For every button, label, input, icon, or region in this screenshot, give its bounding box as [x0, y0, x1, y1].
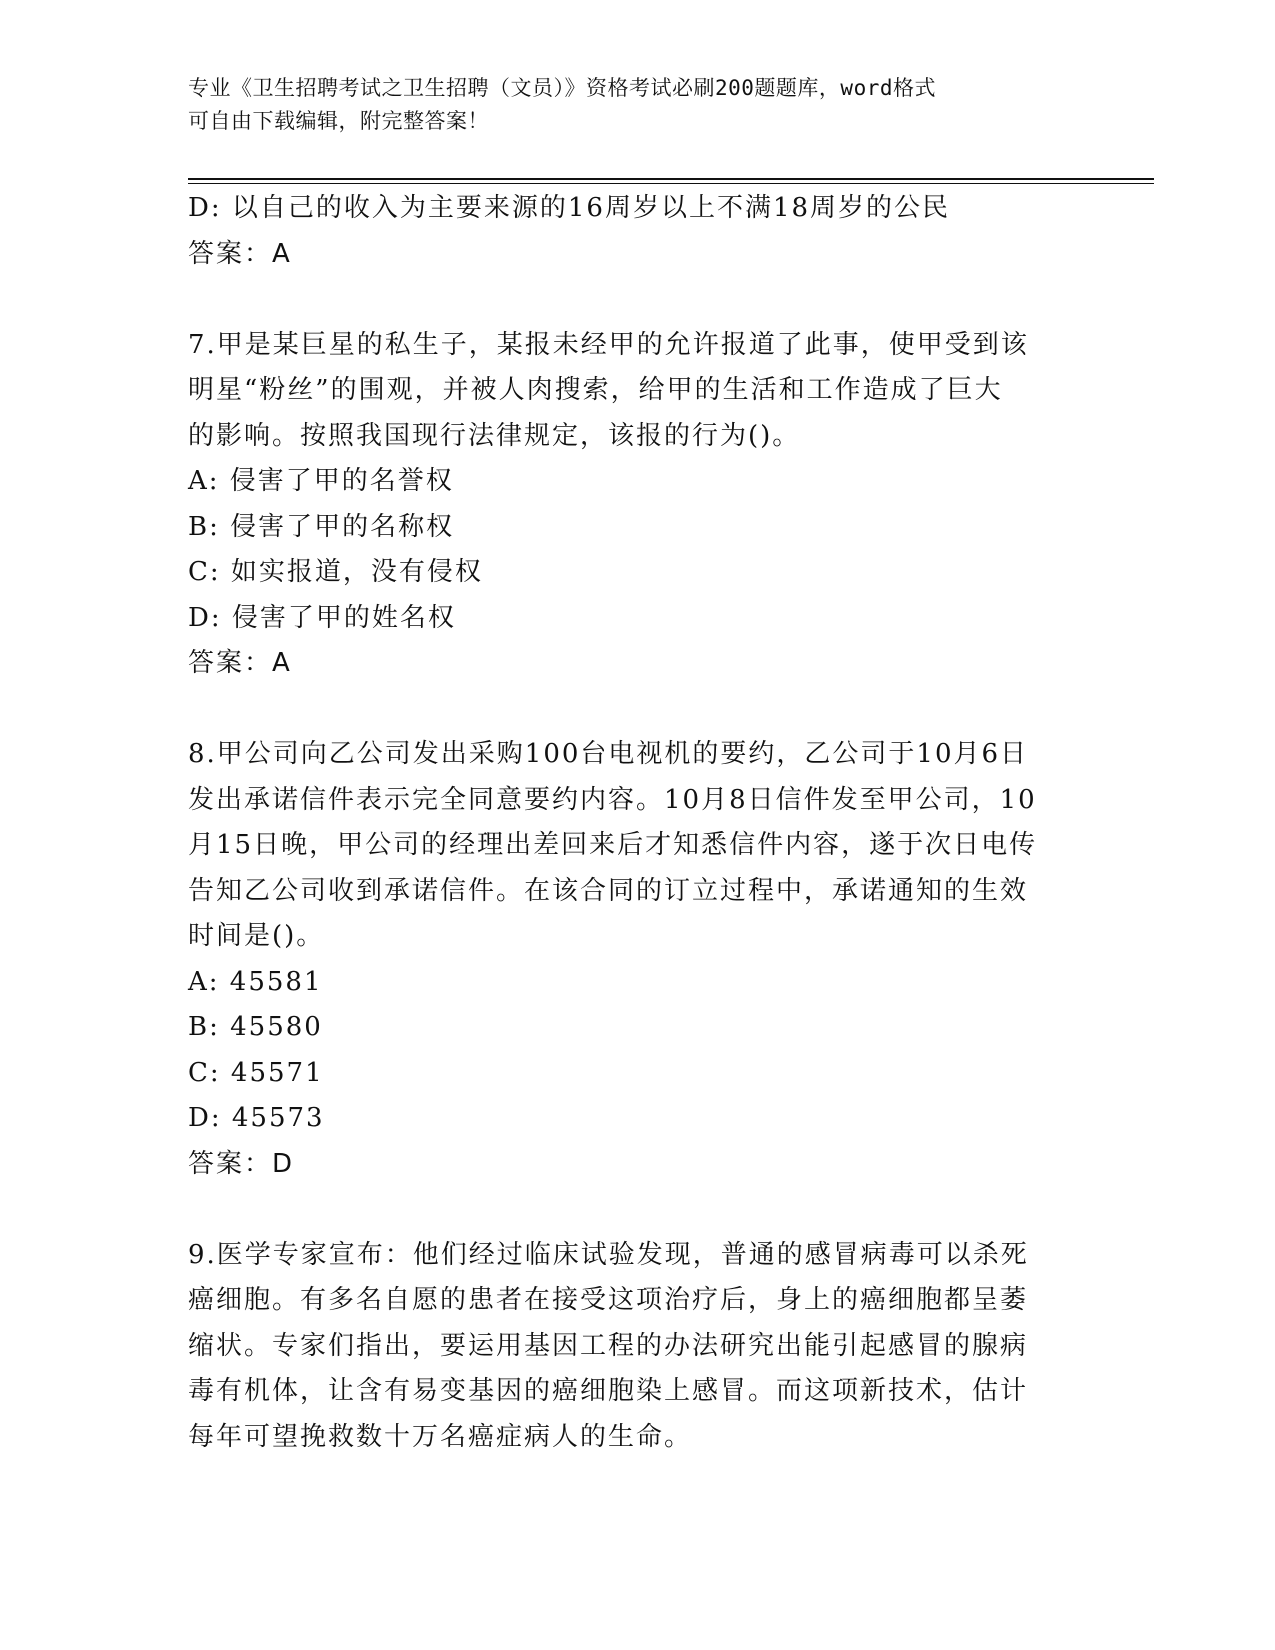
option-d: D: 以自己的收入为主要来源的16周岁以上不满18周岁的公民	[188, 193, 951, 223]
spacer	[188, 687, 1068, 733]
question-7-stem-line: 的影响。按照我国现行法律规定，该报的行为()。	[188, 420, 801, 451]
header-rule-thin	[188, 183, 1154, 184]
question-9-stem-line: 9.医学专家宣布：他们经过临床试验发现，普通的感冒病毒可以杀死	[188, 1239, 1029, 1270]
answer-line: 答案：A	[188, 238, 292, 269]
question-9-stem-line: 毒有机体，让含有易变基因的癌细胞染上感冒。而这项新技术，估计	[188, 1376, 1029, 1406]
question-7-stem-line: 明星“粉丝”的围观，并被人肉搜索，给甲的生活和工作造成了巨大	[188, 375, 1003, 405]
question-8-option-d: D: 45573	[188, 1103, 325, 1133]
question-9-stem-line: 癌细胞。有多名自愿的患者在接受这项治疗后，身上的癌细胞都呈萎	[188, 1285, 1029, 1315]
question-7-option-b: B: 侵害了甲的名称权	[188, 511, 455, 542]
question-8-stem-line: 月15日晚，甲公司的经理出差回来后才知悉信件内容，遂于次日电传	[188, 830, 1038, 860]
question-9-stem-line: 缩状。专家们指出，要运用基因工程的办法研究出能引起感冒的腺病	[188, 1330, 1029, 1361]
spacer	[188, 277, 1068, 323]
question-8-stem-line: 8.甲公司向乙公司发出采购100台电视机的要约，乙公司于10月6日	[188, 739, 1029, 769]
question-9-stem-line: 每年可望挽救数十万名癌症病人的生命。	[188, 1421, 693, 1452]
question-8-option-a: A: 45581	[188, 966, 323, 997]
header-rule-thick	[188, 178, 1154, 180]
question-8-stem-line: 时间是()。	[188, 921, 325, 951]
question-8-stem-line: 告知乙公司收到承诺信件。在该合同的订立过程中，承诺通知的生效	[188, 875, 1029, 906]
question-8-answer: 答案：D	[188, 1148, 295, 1179]
question-7-option-c: C: 如实报道，没有侵权	[188, 557, 483, 587]
question-7-answer: 答案：A	[188, 648, 292, 678]
question-content	[188, 186, 1068, 1460]
question-7-option-a: A: 侵害了甲的名誉权	[188, 466, 454, 496]
question-8-option-c: C: 45571	[188, 1057, 324, 1088]
question-7-stem-line: 7.甲是某巨星的私生子，某报未经甲的允许报道了此事，使甲受到该	[188, 329, 1029, 360]
document-header: 专业《卫生招聘考试之卫生招聘（文员）》资格考试必刷200题题库，word格式 可自由下载编辑，附完整答案！	[188, 76, 936, 133]
question-8-option-b: B: 45580	[188, 1012, 323, 1042]
spacer	[188, 1187, 1068, 1233]
question-7-option-d: D: 侵害了甲的姓名权	[188, 602, 456, 633]
question-8-stem-line: 发出承诺信件表示完全同意要约内容。10月8日信件发至甲公司，10	[188, 784, 1037, 815]
